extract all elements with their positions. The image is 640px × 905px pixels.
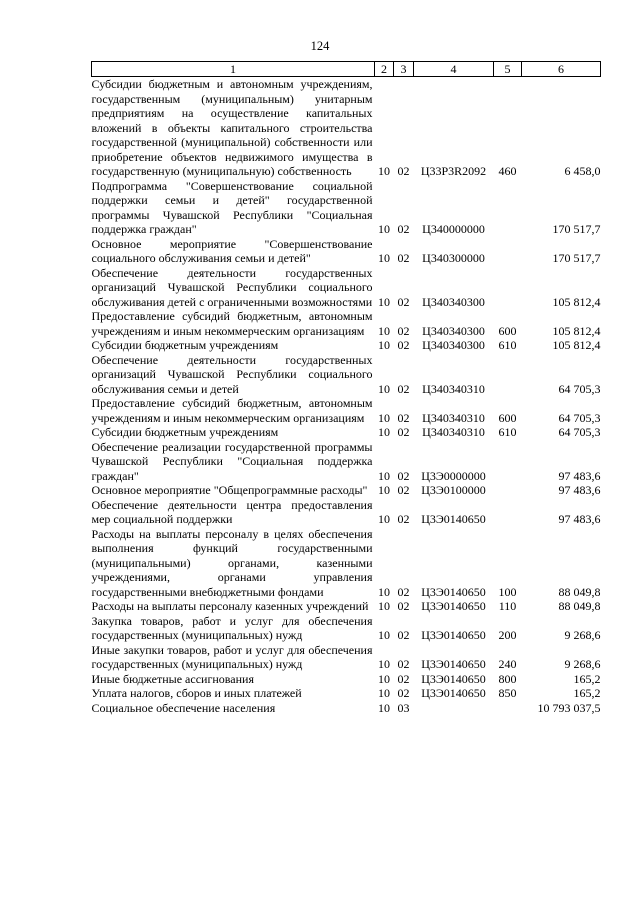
table-row <box>92 237 601 266</box>
target-article-cell: Ц3Э0140650 <box>421 671 486 686</box>
subsection-cell: 02 <box>397 657 410 671</box>
row-name-cell: Обеспечение деятельности государственных организаций Чувашской Республики социального обслуживания детей с ограниченными возможностями <box>91 265 373 309</box>
section-cell: 10 <box>378 599 390 613</box>
amount-cell: 105 812,4 <box>552 294 601 309</box>
table-row <box>92 440 601 484</box>
expense-type-cell <box>494 483 522 498</box>
section-cell: 10 <box>378 251 390 265</box>
section-cell: 10 <box>378 338 390 352</box>
section-cell: 10 <box>378 671 390 686</box>
target-article-cell: Ц340000000 <box>422 222 485 236</box>
row-name-cell: Предоставление субсидий бюджетным, автономным учреждениям и иным некоммерческим организациям <box>91 396 373 425</box>
subsection-cell: 02 <box>397 425 410 439</box>
row-name-cell: Подпрограмма "Совершенствование социальной поддержки семьи и детей" государственной программы Чувашской Республики "Социальная поддержка граждан" <box>91 178 373 236</box>
target-article-cell: Ц3Э0140650 <box>421 657 486 671</box>
target-article-cell: Ц33Р3R2092 <box>420 164 487 178</box>
expense-type-cell <box>494 498 522 527</box>
amount-cell: 10 793 037,5 <box>537 700 601 715</box>
target-article-cell: Ц340340300 <box>422 294 485 309</box>
amount-cell: 64 705,3 <box>558 381 601 396</box>
expense-type-cell <box>494 353 522 397</box>
subsection-cell: 02 <box>397 251 410 265</box>
table-row <box>92 498 601 527</box>
amount-cell: 88 049,8 <box>558 599 601 613</box>
table-row <box>92 701 601 716</box>
expense-type-cell <box>494 266 522 310</box>
table-row <box>92 425 601 440</box>
subsection-cell: 02 <box>397 410 410 425</box>
header-row <box>92 62 601 77</box>
expense-type-cell: 460 <box>498 164 517 178</box>
table-row <box>92 338 601 353</box>
amount-cell: 9 268,6 <box>564 628 601 642</box>
table-row <box>92 309 601 338</box>
expense-type-cell: 100 <box>498 584 517 599</box>
amount-cell: 64 705,3 <box>558 425 601 439</box>
column-header-1: 1 <box>92 62 375 77</box>
section-cell: 10 <box>378 584 390 599</box>
section-cell: 10 <box>378 222 390 236</box>
expense-type-cell: 200 <box>498 628 517 642</box>
amount-cell: 105 812,4 <box>552 323 601 338</box>
expense-type-cell <box>494 701 522 716</box>
row-name-cell: Уплата налогов, сборов и иных платежей <box>91 686 302 700</box>
amount-cell: 170 517,7 <box>552 251 601 265</box>
table-row <box>92 179 601 237</box>
column-header-5: 5 <box>494 62 522 77</box>
expense-type-cell: 800 <box>498 671 517 686</box>
table-row <box>92 643 601 672</box>
target-article-cell: Ц340340300 <box>422 338 485 352</box>
section-cell: 10 <box>378 628 390 642</box>
subsection-cell: 02 <box>397 164 410 178</box>
subsection-cell: 02 <box>397 512 410 526</box>
target-article-cell: Ц3Э0100000 <box>421 483 486 497</box>
section-cell: 10 <box>378 657 390 671</box>
section-cell: 10 <box>378 468 390 483</box>
amount-cell: 165,2 <box>573 686 601 700</box>
subsection-cell: 02 <box>397 686 410 700</box>
table-row <box>92 353 601 397</box>
row-name-cell: Социальное обеспечение населения <box>91 700 276 715</box>
expense-type-cell: 850 <box>498 686 517 700</box>
subsection-cell: 02 <box>397 628 410 642</box>
table-row <box>92 527 601 600</box>
row-name-cell: Расходы на выплаты персоналу в целях обеспечения выполнения функций государственными (муниципальными) органами, казенными учреждениями, органами управления государственными внебюджетными фондами <box>91 526 373 599</box>
target-article-cell: Ц340340300 <box>422 323 485 338</box>
target-article-cell: Ц3Э0140650 <box>421 599 486 613</box>
row-name-cell: Субсидии бюджетным учреждениям <box>91 425 279 439</box>
table-body <box>92 77 601 716</box>
row-name-cell: Иные закупки товаров, работ и услуг для обеспечения государственных (муниципальных) нужд <box>91 642 373 671</box>
amount-cell: 170 517,7 <box>552 222 601 236</box>
section-cell: 10 <box>378 381 390 396</box>
amount-cell: 97 483,6 <box>558 512 601 526</box>
table-row <box>92 483 601 498</box>
column-header-4: 4 <box>414 62 494 77</box>
expense-type-cell: 240 <box>498 657 517 671</box>
subsection-cell: 02 <box>397 323 410 338</box>
subsection-cell: 02 <box>397 222 410 236</box>
target-article-cell: Ц340340310 <box>422 410 485 425</box>
page-number: 124 <box>310 39 330 53</box>
expense-type-cell: 610 <box>498 425 517 439</box>
target-article-cell: Ц340300000 <box>422 251 485 265</box>
row-name-cell: Обеспечение деятельности центра предоставления мер социальной поддержки <box>91 497 373 526</box>
target-article-cell: Ц3Э0000000 <box>421 468 486 483</box>
subsection-cell: 02 <box>397 599 410 613</box>
expense-type-cell: 600 <box>498 323 517 338</box>
table-row <box>92 396 601 425</box>
target-article-cell: Ц3Э0140650 <box>421 686 486 700</box>
column-header-3: 3 <box>394 62 414 77</box>
subsection-cell: 02 <box>397 381 410 396</box>
section-cell: 10 <box>378 700 390 715</box>
target-article-cell: Ц340340310 <box>422 425 485 439</box>
amount-cell: 97 483,6 <box>558 483 601 497</box>
row-name-cell: Расходы на выплаты персоналу казенных учреждений <box>91 599 369 613</box>
section-cell: 10 <box>378 483 390 497</box>
amount-cell: 9 268,6 <box>564 657 601 671</box>
table-row <box>92 77 601 179</box>
expense-type-cell: 600 <box>498 410 517 425</box>
expense-type-cell: 610 <box>498 338 517 352</box>
amount-cell: 6 458,0 <box>564 164 601 178</box>
row-name-cell: Основное мероприятие "Общепрограммные расходы" <box>91 483 368 497</box>
row-name-cell: Субсидии бюджетным и автономным учреждениям, государственным (муниципальным) унитарным предприятиям на осуществление капитальных вложений в объекты капитального строительства государственной (муниципальной) собственности или приобретение объектов недвижимого имущества в государственную (муниципальную) собственность <box>91 77 373 178</box>
table-row <box>92 266 601 310</box>
target-article-cell: Ц3Э0140650 <box>421 512 486 526</box>
target-article-cell: Ц3Э0140650 <box>421 584 486 599</box>
target-article-cell: Ц340340310 <box>422 381 485 396</box>
section-cell: 10 <box>378 164 390 178</box>
amount-cell: 165,2 <box>573 671 601 686</box>
subsection-cell: 02 <box>397 468 410 483</box>
expense-type-cell <box>494 237 522 266</box>
amount-cell: 105 812,4 <box>552 338 601 352</box>
table-row <box>92 672 601 687</box>
subsection-cell: 02 <box>397 338 410 352</box>
row-name-cell: Закупка товаров, работ и услуг для обеспечения государственных (муниципальных) нужд <box>91 613 373 642</box>
table-row <box>92 614 601 643</box>
amount-cell: 64 705,3 <box>558 410 601 425</box>
section-cell: 10 <box>378 323 390 338</box>
subsection-cell: 03 <box>397 700 410 715</box>
section-cell: 10 <box>378 425 390 439</box>
section-cell: 10 <box>378 410 390 425</box>
amount-cell: 97 483,6 <box>558 468 601 483</box>
expense-type-cell: 110 <box>498 599 517 613</box>
column-header-2: 2 <box>375 62 394 77</box>
subsection-cell: 02 <box>397 584 410 599</box>
expense-type-cell <box>494 440 522 484</box>
row-name-cell: Иные бюджетные ассигнования <box>91 671 254 686</box>
expense-type-cell <box>494 179 522 237</box>
row-name-cell: Обеспечение деятельности государственных организаций Чувашской Республики социального обслуживания семьи и детей <box>91 352 373 396</box>
row-name-cell: Обеспечение реализации государственной программы Чувашской Республики "Социальная поддержка граждан" <box>91 439 373 483</box>
table-row <box>92 686 601 701</box>
amount-cell: 88 049,8 <box>558 584 601 599</box>
section-cell: 10 <box>378 512 390 526</box>
subsection-cell: 02 <box>397 671 410 686</box>
column-header-6: 6 <box>522 62 601 77</box>
section-cell: 10 <box>378 294 390 309</box>
row-name-cell: Субсидии бюджетным учреждениям <box>91 338 279 352</box>
target-article-cell <box>414 701 494 716</box>
subsection-cell: 02 <box>397 483 410 497</box>
subsection-cell: 02 <box>397 294 410 309</box>
row-name-cell: Предоставление субсидий бюджетным, автономным учреждениям и иным некоммерческим организациям <box>91 309 373 338</box>
budget-table <box>91 61 601 715</box>
table-row <box>92 599 601 614</box>
row-name-cell: Основное мероприятие "Совершенствование социального обслуживания семьи и детей" <box>91 236 373 265</box>
section-cell: 10 <box>378 686 390 700</box>
target-article-cell: Ц3Э0140650 <box>421 628 486 642</box>
